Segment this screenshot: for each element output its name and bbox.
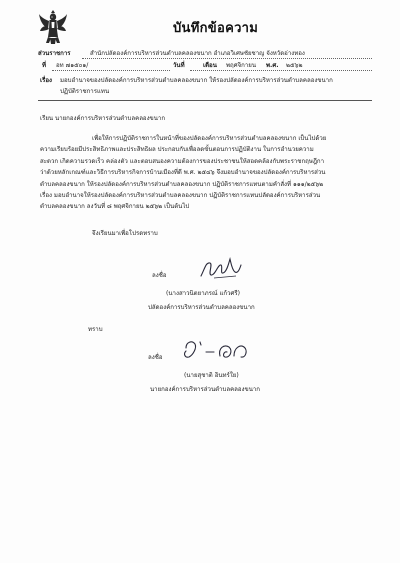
- memo-title: บันทึกข้อความ: [173, 21, 259, 36]
- acknowledge-text: ทราบ: [88, 326, 103, 333]
- month-label: เดือน: [203, 62, 217, 69]
- salutation: เรียน นายกองค์การบริหารส่วนตำบลคลองขนาก: [40, 115, 166, 122]
- body-line: ว่าด้วยหลักเกณฑ์และวิธีการบริหารกิจการบ้านเมืองที่ดี พ.ศ. ๒๕๔๖ จึงมอบอำนาจของปลัดองค์การบริหารส่วน: [40, 169, 326, 177]
- agency-value: สำนักปลัดองค์การบริหารส่วนตำบลคลองขนาก อำเภอวิเศษชัยชาญ จังหวัดอ่างทอง: [90, 50, 305, 57]
- agency-label: ส่วนราชการ: [38, 50, 71, 57]
- ref-dotted-line: [52, 70, 170, 71]
- body-line: ตำบลคลองขนาก ให้รองปลัดองค์การบริหารส่วนตำบลคลองขนาก ปฏิบัติราชการแทนตามคำสั่งที่ ๑๑๑/๒๕๖๒: [40, 180, 324, 188]
- ref-value: อท ๗๑๕๐๑/: [56, 62, 89, 69]
- signature-2-image: [180, 336, 254, 366]
- ref-label: ที่: [42, 62, 47, 69]
- body-line: ตำบลคลองขนาก ลงวันที่ ๘ พฤศจิกายน ๒๕๖๒ เป็นต้นไป: [40, 203, 190, 211]
- subject-line-2: ปฏิบัติราชการแทน: [60, 88, 110, 95]
- closing-line: จึงเรียนมาเพื่อโปรดทราบ: [92, 230, 158, 237]
- subject-line-1: มอบอำนาจของปลัดองค์การบริหารส่วนตำบลคลองขนาก ให้รองปลัดองค์การบริหารส่วนตำบลคลองขนาก: [60, 77, 333, 84]
- agency-dotted-line: [82, 58, 372, 59]
- date-dotted-line: [190, 70, 372, 71]
- sign-label-2: ลงชื่อ: [148, 354, 163, 361]
- subject-label: เรื่อง: [40, 77, 52, 84]
- body-line: เพื่อให้การปฏิบัติราชการในหน้าที่ของปลัดองค์การบริหารส่วนตำบลคลองขนาก เป็นไปด้วย: [92, 135, 327, 142]
- date-label: วันที่: [173, 62, 185, 69]
- signer-1-name: (นางสาวนิตยาภรณ์ แก้วศรี): [166, 290, 241, 297]
- year-value: ๒๕๖๒: [286, 62, 303, 69]
- signer-2-position: นายกองค์การบริหารส่วนตำบลคลองขนาก: [150, 386, 260, 393]
- garuda-emblem-icon: [38, 10, 68, 46]
- signature-1-image: [196, 254, 244, 282]
- body-line: เรื่อง มอบอำนาจให้รองปลัดองค์การบริหารส่วนตำบลคลองขนาก ปฏิบัติราชการแทนปลัดองค์การบริหารส่วน: [40, 192, 321, 200]
- year-label: พ.ศ.: [266, 62, 279, 69]
- signer-1-position: ปลัดองค์การบริหารส่วนตำบลคลองขนาก: [148, 304, 255, 311]
- month-value: พฤศจิกายน: [226, 62, 256, 69]
- body-line: สะดวก เกิดความรวดเร็ว คล่องตัว และตอบสนองความต้องการของประชาชนให้สอดคล้องกับพระราชกฤษฎีกา: [40, 157, 325, 165]
- signer-2-name: (นายสุชาติ อินทร์ใย): [184, 372, 239, 379]
- sign-label-1: ลงชื่อ: [152, 272, 167, 279]
- body-line: ความเรียบร้อยมีประสิทธิภาพและประสิทธิผล ประกอบกับเพื่อลดขั้นตอนการปฏิบัติงาน ในการอำนวยความ: [40, 146, 314, 154]
- header-divider: [38, 100, 372, 101]
- body-paragraph: [40, 133, 372, 213]
